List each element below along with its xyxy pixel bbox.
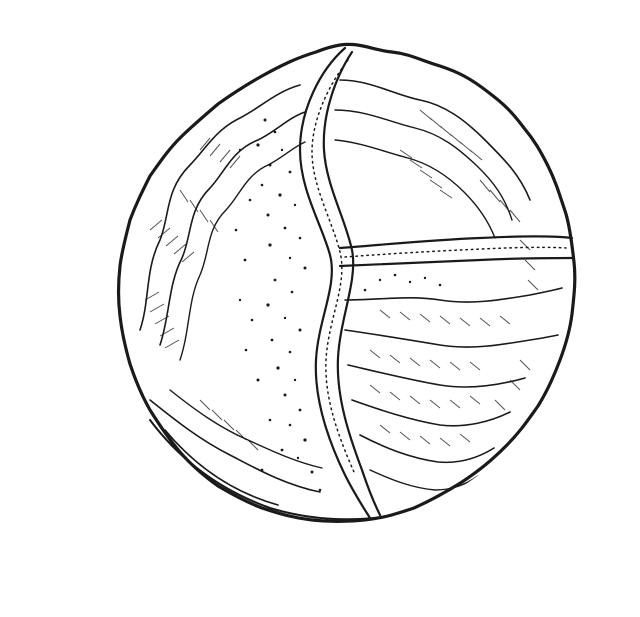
horizontal-furrow	[340, 237, 572, 267]
vertical-furrow	[300, 48, 380, 518]
sphere-outline	[119, 44, 575, 521]
stippled-region	[235, 119, 442, 492]
bottom-shading	[150, 420, 390, 519]
